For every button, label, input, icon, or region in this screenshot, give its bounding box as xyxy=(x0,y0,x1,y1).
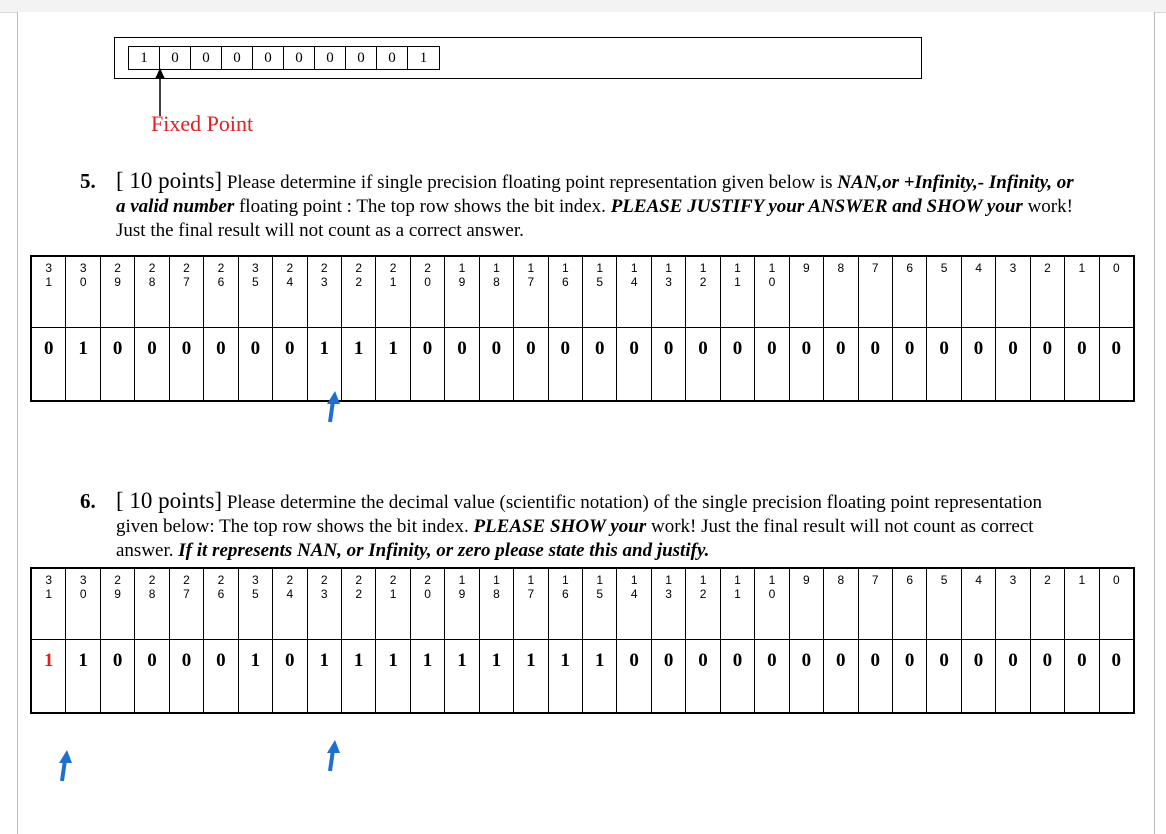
fixed-point-bit: 0 xyxy=(222,47,253,69)
bit-value-cell: 0 xyxy=(273,640,307,712)
bit-value-cell: 1 xyxy=(342,328,376,400)
bit-index-cell: 1 xyxy=(1065,569,1099,639)
bit-value-cell: 1 xyxy=(66,328,100,400)
bit-value-cell: 0 xyxy=(135,328,169,400)
bit-index-cell: 5 xyxy=(927,569,961,639)
bit-value-cell: 0 xyxy=(32,328,66,400)
bit-value-cell: 1 xyxy=(308,640,342,712)
bit-index-cell: 3 5 xyxy=(239,569,273,639)
bit-index-cell: 8 xyxy=(824,257,858,327)
bit-value-cell: 0 xyxy=(893,328,927,400)
question-5-emphasis-2: PLEASE JUSTIFY your ANSWER and SHOW your xyxy=(610,196,1023,217)
bit-value-cell: 1 xyxy=(411,640,445,712)
bit-value-cell: 0 xyxy=(927,640,961,712)
bit-value-cell: 0 xyxy=(617,328,651,400)
arrow-up-icon xyxy=(324,740,344,772)
bit-index-cell: 2 6 xyxy=(204,257,238,327)
fixed-point-bit: 0 xyxy=(284,47,315,69)
bits-table-5 xyxy=(30,255,1135,402)
fixed-point-bit: 0 xyxy=(377,47,408,69)
bit-index-cell: 1 3 xyxy=(652,569,686,639)
bit-index-cell: 1 4 xyxy=(617,257,651,327)
bit-index-cell: 1 5 xyxy=(583,257,617,327)
bit-value-cell: 0 xyxy=(721,328,755,400)
bit-value-cell: 0 xyxy=(1065,328,1099,400)
bit-value-cell: 0 xyxy=(204,640,238,712)
bit-value-row xyxy=(32,640,1133,712)
bit-value-cell: 0 xyxy=(996,328,1030,400)
bit-value-cell: 0 xyxy=(755,640,789,712)
question-6-points: [ 10 points] xyxy=(116,488,223,513)
bit-value-cell: 0 xyxy=(101,328,135,400)
bit-index-cell: 1 5 xyxy=(583,569,617,639)
bit-index-cell: 1 3 xyxy=(652,257,686,327)
bit-index-cell: 3 1 xyxy=(32,569,66,639)
bit-index-cell: 6 xyxy=(893,257,927,327)
bit-index-cell: 3 5 xyxy=(239,257,273,327)
bit-value-cell: 0 xyxy=(824,640,858,712)
question-5-text: Please determine if single precision floating point representation given below is xyxy=(222,172,838,193)
bit-index-cell: 1 2 xyxy=(686,569,720,639)
bit-index-cell: 2 8 xyxy=(135,257,169,327)
bit-index-cell: 3 0 xyxy=(66,257,100,327)
bit-index-cell: 1 7 xyxy=(514,257,548,327)
bit-index-cell: 2 xyxy=(1031,257,1065,327)
bit-index-cell: 1 4 xyxy=(617,569,651,639)
bit-value-cell: 1 xyxy=(549,640,583,712)
fixed-point-bit: 0 xyxy=(346,47,377,69)
bit-index-row xyxy=(32,257,1133,328)
arrow-up-icon xyxy=(56,750,76,782)
bit-index-cell: 1 8 xyxy=(480,569,514,639)
bit-index-cell: 1 7 xyxy=(514,569,548,639)
fixed-point-bit: 0 xyxy=(160,47,191,69)
question-6-emphasis: PLEASE SHOW your xyxy=(473,516,647,537)
bit-value-cell: 0 xyxy=(445,328,479,400)
bit-index-cell: 1 1 xyxy=(721,257,755,327)
bit-index-cell: 1 6 xyxy=(549,569,583,639)
fixed-point-bit: 0 xyxy=(315,47,346,69)
bit-value-cell: 1 xyxy=(66,640,100,712)
question-5-text-2: floating point : The top row shows the bit index. xyxy=(234,196,611,217)
question-5 xyxy=(80,169,1080,243)
fixed-point-arrow-icon xyxy=(150,68,170,116)
bit-index-cell: 2 3 xyxy=(308,569,342,639)
bit-index-cell: 8 xyxy=(824,569,858,639)
bit-index-cell: 4 xyxy=(962,257,996,327)
bit-index-cell: 5 xyxy=(927,257,961,327)
bit-value-cell: 0 xyxy=(859,328,893,400)
bit-index-cell: 2 6 xyxy=(204,569,238,639)
bit-index-cell: 1 1 xyxy=(721,569,755,639)
bit-index-cell: 3 xyxy=(996,257,1030,327)
question-5-number: 5. xyxy=(80,169,96,193)
fixed-point-bit: 1 xyxy=(129,47,160,69)
bit-value-cell: 1 xyxy=(376,640,410,712)
bit-value-cell: 0 xyxy=(755,328,789,400)
question-6 xyxy=(80,489,1080,563)
bit-value-cell: 0 xyxy=(583,328,617,400)
bit-value-cell: 1 xyxy=(445,640,479,712)
bit-index-cell: 0 xyxy=(1112,261,1120,275)
question-5-text-3: work! Just the final result will not count as a correct answer. xyxy=(116,196,1073,241)
bit-value-cell: 0 xyxy=(686,328,720,400)
bit-index-cell: 1 0 xyxy=(755,257,789,327)
question-6-text: Please determine the decimal value (scientific notation) of the single precision floating point representation given below: The top row shows the bit index. xyxy=(116,492,1042,537)
bit-index-cell: 1 9 xyxy=(445,569,479,639)
question-5-points: [ 10 points] xyxy=(116,168,223,193)
fixed-point-bit: 0 xyxy=(253,47,284,69)
bit-value-cell: 1 xyxy=(480,640,514,712)
bit-value-cell: 0 xyxy=(204,328,238,400)
bit-index-cell: 2 4 xyxy=(273,569,307,639)
bit-value-cell: 0 xyxy=(273,328,307,400)
bit-value-cell: 0 xyxy=(411,328,445,400)
bit-index-cell: 1 8 xyxy=(480,257,514,327)
question-5-emphasis: NAN,or +Infinity,- Infinity, or a valid number xyxy=(116,172,1074,217)
bit-value-cell: 0 xyxy=(652,640,686,712)
bit-value-cell: 0 xyxy=(170,328,204,400)
bit-value-cell: 0 xyxy=(480,328,514,400)
bit-index-cell: 9 xyxy=(790,569,824,639)
bit-value-cell: 0 xyxy=(617,640,651,712)
bit-value-cell: 1 xyxy=(514,640,548,712)
bit-index-cell: 3 xyxy=(996,569,1030,639)
bit-value-cell: 0 xyxy=(859,640,893,712)
bit-index-cell: 1 2 xyxy=(686,257,720,327)
bit-value-cell: 1 xyxy=(32,640,66,712)
fixed-point-bits xyxy=(128,46,440,70)
fixed-point-bit: 1 xyxy=(419,50,428,66)
bit-index-cell: 2 2 xyxy=(342,569,376,639)
arrow-up-icon xyxy=(324,391,344,423)
bit-value-cell: 0 xyxy=(962,328,996,400)
bit-index-cell: 1 0 xyxy=(755,569,789,639)
bit-value-cell: 0 xyxy=(996,640,1030,712)
bit-index-cell: 2 4 xyxy=(273,257,307,327)
bit-index-cell: 2 7 xyxy=(170,257,204,327)
fixed-point-bit: 0 xyxy=(191,47,222,69)
bit-value-cell: 0 xyxy=(1111,338,1122,359)
bit-value-cell: 0 xyxy=(790,640,824,712)
bit-value-cell: 0 xyxy=(170,640,204,712)
bit-value-cell: 0 xyxy=(652,328,686,400)
bit-value-cell: 0 xyxy=(1065,640,1099,712)
bit-index-cell: 2 8 xyxy=(135,569,169,639)
bit-index-cell: 9 xyxy=(790,257,824,327)
bit-index-cell: 1 xyxy=(1065,257,1099,327)
bit-value-cell: 0 xyxy=(721,640,755,712)
bit-index-cell: 2 xyxy=(1031,569,1065,639)
bit-value-cell: 0 xyxy=(1111,650,1122,671)
bit-value-cell: 1 xyxy=(239,640,273,712)
bit-value-cell: 0 xyxy=(101,640,135,712)
bit-value-cell: 0 xyxy=(514,328,548,400)
bit-index-cell: 2 0 xyxy=(411,569,445,639)
bit-value-cell: 1 xyxy=(583,640,617,712)
bit-index-row xyxy=(32,569,1133,640)
bit-value-cell: 1 xyxy=(308,328,342,400)
bit-value-cell: 0 xyxy=(790,328,824,400)
bit-index-cell: 2 1 xyxy=(376,569,410,639)
bit-index-cell: 2 3 xyxy=(308,257,342,327)
bit-value-cell: 0 xyxy=(549,328,583,400)
bit-index-cell: 2 1 xyxy=(376,257,410,327)
bit-index-cell: 2 7 xyxy=(170,569,204,639)
bit-value-cell: 0 xyxy=(824,328,858,400)
bit-value-cell: 0 xyxy=(893,640,927,712)
bit-index-cell: 2 9 xyxy=(101,257,135,327)
bit-index-cell: 3 1 xyxy=(32,257,66,327)
bit-index-cell: 7 xyxy=(859,569,893,639)
bit-value-cell: 0 xyxy=(1031,328,1065,400)
bit-index-cell: 4 xyxy=(962,569,996,639)
bit-index-cell: 2 9 xyxy=(101,569,135,639)
bit-value-cell: 0 xyxy=(686,640,720,712)
bit-index-cell: 1 9 xyxy=(445,257,479,327)
bit-index-cell: 3 0 xyxy=(66,569,100,639)
fixed-point-label: Fixed Point xyxy=(151,111,254,136)
bit-value-row xyxy=(32,328,1133,400)
bit-value-cell: 0 xyxy=(239,328,273,400)
bit-index-cell: 2 2 xyxy=(342,257,376,327)
bit-value-cell: 0 xyxy=(927,328,961,400)
bit-value-cell: 1 xyxy=(376,328,410,400)
bit-index-cell: 1 6 xyxy=(549,257,583,327)
bit-value-cell: 0 xyxy=(135,640,169,712)
bit-index-cell: 7 xyxy=(859,257,893,327)
bit-index-cell: 6 xyxy=(893,569,927,639)
bit-value-cell: 0 xyxy=(962,640,996,712)
question-6-text-2: work! Just the final result will not count as correct answer. xyxy=(116,516,1034,561)
bit-value-cell: 1 xyxy=(342,640,376,712)
bit-value-cell: 0 xyxy=(1031,640,1065,712)
bits-table-6 xyxy=(30,567,1135,714)
question-6-emphasis-2: If it represents NAN, or Infinity, or zero please state this and justify. xyxy=(178,540,710,561)
bit-index-cell: 0 xyxy=(1112,573,1120,587)
bit-index-cell: 2 0 xyxy=(411,257,445,327)
question-6-number: 6. xyxy=(80,489,96,513)
